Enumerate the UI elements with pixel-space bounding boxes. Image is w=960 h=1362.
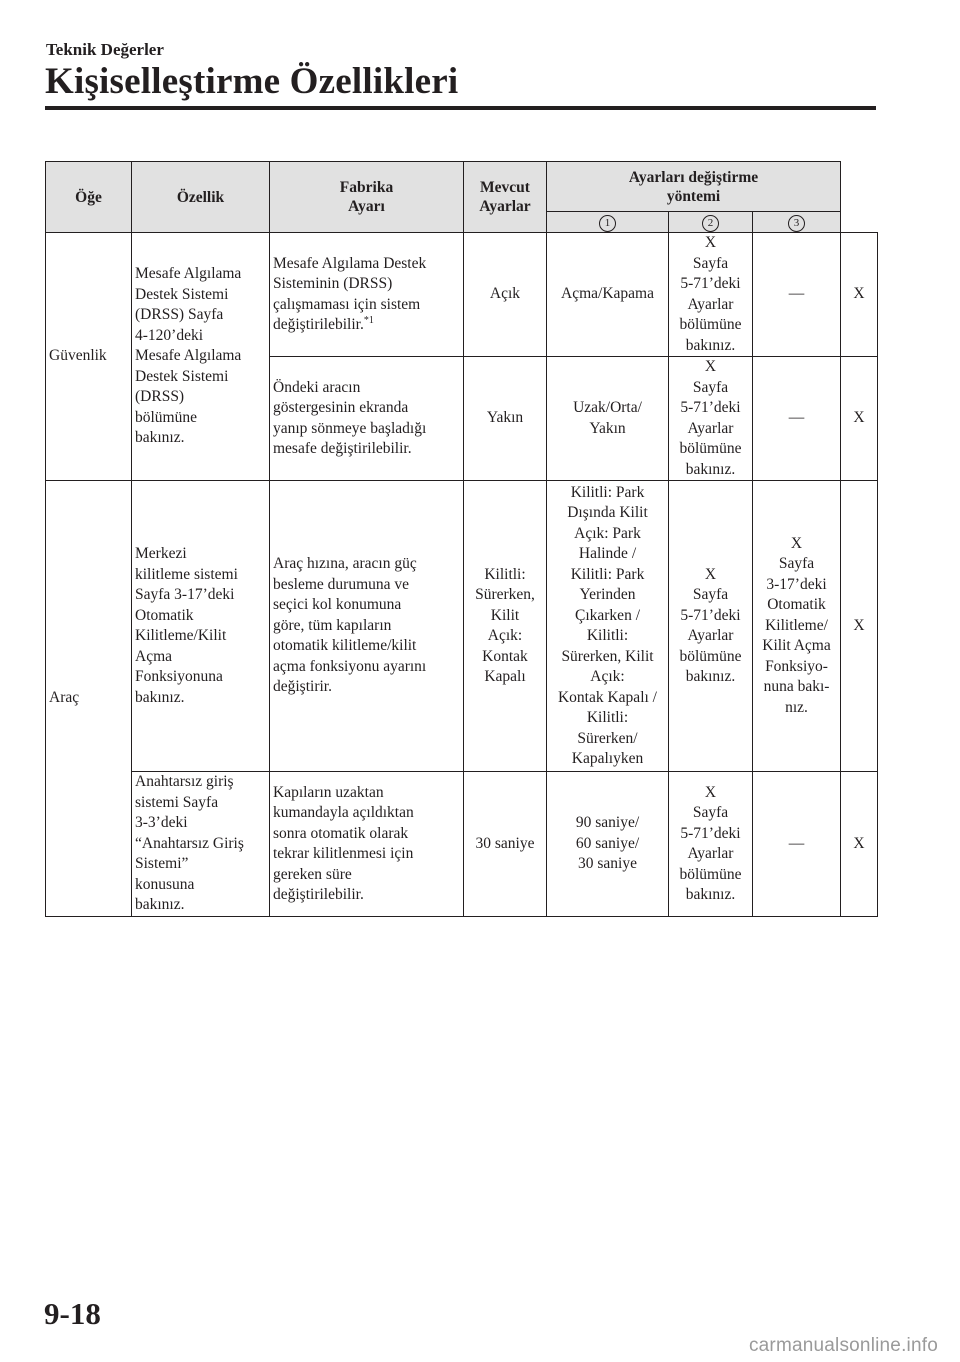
header-method-1 (547, 212, 669, 233)
method-2-cell: — (753, 233, 841, 357)
method-3-cell: X (841, 772, 878, 917)
page-title: Kişiselleştirme Özellikleri (45, 61, 459, 102)
header-factory-setting: Fabrika Ayarı (270, 162, 464, 233)
customization-table (45, 161, 878, 917)
current-cell: Uzak/Orta/ Yakın (547, 357, 669, 481)
header-feature: Özellik (132, 162, 270, 233)
method-3-cell: X (841, 233, 878, 357)
method-2-cell: — (753, 772, 841, 917)
page-number: 9-18 (44, 1296, 101, 1331)
method-3-cell: X (841, 357, 878, 481)
header-method-2 (669, 212, 753, 233)
header-change-method: Ayarları değiştirme yöntemi (547, 162, 841, 212)
method-2-cell: — (753, 357, 841, 481)
factory-cell: 30 saniye (464, 772, 547, 917)
feature-cell: Öndeki aracın göstergesinin ekranda yanıp sönmeye başladığı mesafe değiştirilebilir. (270, 357, 464, 481)
method-1-cell: X Sayfa 5-71’deki Ayarlar bölümüne bakınız. (669, 772, 753, 917)
feature-text: Mesafe Algılama Destek Sisteminin (DRSS) çalışmaması için sistem değiştirilebilir. (273, 254, 427, 333)
header-method-3 (753, 212, 841, 233)
feature-cell: Araç hızına, aracın güç besleme durumuna ve seçici kol konumuna göre, tüm kapıların otomatik kilitleme/kilit açma fonksiyonu ayarını değiştirir. (270, 481, 464, 772)
feature-cell: Kapıların uzaktan kumandayla açıldıktan sonra otomatik olarak tekrar kilitlenmesi için gereken süre değiştirilebilir. (270, 772, 464, 917)
item-cell: Anahtarsız giriş sistemi Sayfa 3-3’deki “Anahtarsız Giriş Sistemi” konusuna bakınız. (132, 772, 270, 917)
method-2-cell: X Sayfa 3-17’deki Otomatik Kilitleme/ Kilit Açma Fonksiyo- nuna bakı- nız. (753, 481, 841, 772)
circled-number-3-icon: 3 (788, 215, 805, 232)
factory-cell: Yakın (464, 357, 547, 481)
factory-cell: Açık (464, 233, 547, 357)
circled-number-2-icon: 2 (702, 215, 719, 232)
table-header-row (46, 162, 878, 212)
row-group-security: Güvenlik (46, 233, 132, 481)
feature-cell (270, 233, 464, 357)
row-group-vehicle: Araç (46, 481, 132, 917)
current-cell: Kilitli: Park Dışında Kilit Açık: Park Halinde / Kilitli: Park Yerinden Çıkarken / Kilitli: Sürerken, Kilit Açık: Kontak Kapalı / Kilitli: Sürerken/ Kapalıyken (547, 481, 669, 772)
method-1-cell: X Sayfa 5-71’deki Ayarlar bölümüne bakınız. (669, 233, 753, 357)
method-1-cell: X Sayfa 5-71’deki Ayarlar bölümüne bakınız. (669, 357, 753, 481)
section-label: Teknik Değerler (46, 40, 164, 59)
current-cell: Açma/Kapama (547, 233, 669, 357)
factory-cell: Kilitli: Sürerken, Kilit Açık: Kontak Kapalı (464, 481, 547, 772)
item-cell: Merkezi kilitleme sistemi Sayfa 3-17’deki Otomatik Kilitleme/Kilit Açma Fonksiyonuna bakınız. (132, 481, 270, 772)
table-row (46, 481, 878, 772)
watermark-text: carmanualsonline.info (748, 1335, 938, 1356)
table-row (46, 233, 878, 357)
header-current-settings: Mevcut Ayarlar (464, 162, 547, 233)
footnote-mark: *1 (363, 314, 374, 326)
method-3-cell: X (841, 481, 878, 772)
circled-number-1-icon: 1 (599, 215, 616, 232)
table-row (46, 772, 878, 917)
item-cell: Mesafe Algılama Destek Sistemi (DRSS) Sayfa 4-120’deki Mesafe Algılama Destek Sistemi (DRSS) bölümüne bakınız. (132, 233, 270, 481)
method-1-cell: X Sayfa 5-71’deki Ayarlar bölümüne bakınız. (669, 481, 753, 772)
title-divider (45, 106, 876, 110)
current-cell: 90 saniye/ 60 saniye/ 30 saniye (547, 772, 669, 917)
header-item: Öğe (46, 162, 132, 233)
